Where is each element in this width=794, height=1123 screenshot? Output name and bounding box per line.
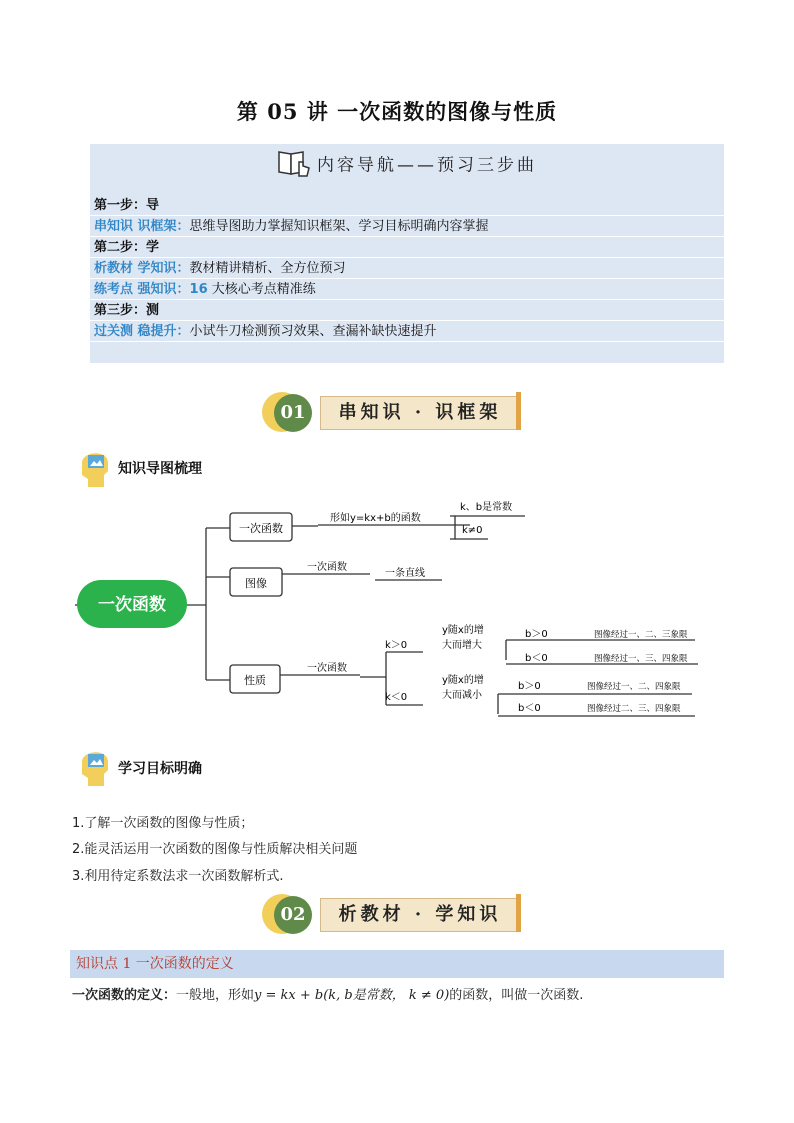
content-navigation-box	[90, 144, 724, 363]
b1-desc: 形如y=kx+b的函数	[330, 513, 421, 524]
nav-item-label: 串知识 识框架：	[94, 219, 190, 234]
decrease-line1: y随x的增	[442, 675, 484, 686]
nav-item-text: 思维导图助力掌握知识框架、学习目标明确内容掌握	[189, 219, 489, 234]
nav-heading	[90, 148, 724, 183]
increase-line1: y随x的增	[442, 625, 484, 636]
page-title: 第 05 讲 一次函数的图像与性质	[236, 99, 558, 124]
mind-map	[70, 495, 730, 725]
branch-label-property: 性质	[244, 674, 266, 687]
nav-line-framework	[90, 217, 724, 237]
badge-number: 02	[274, 896, 312, 934]
b2-line: 一条直线	[385, 568, 425, 579]
k-negative: k＜0	[385, 692, 408, 703]
nav-line-step3	[90, 301, 724, 321]
nav-step-label: 第三步：测	[94, 303, 160, 318]
definition-tail: 的函数，叫做一次函数.	[449, 988, 584, 1003]
nav-line-step1	[90, 196, 724, 216]
badge-bar	[516, 894, 521, 932]
nav-line-practice	[90, 280, 724, 300]
nav-heading-text: 内容导航——预习三步曲	[317, 155, 537, 176]
b2-desc: 一次函数	[307, 562, 347, 573]
nav-item-text: 小试牛刀检测预习效果、查漏补缺快速提升	[189, 324, 437, 339]
quadrant-123: 图像经过一、二、三象限	[594, 630, 688, 640]
root-label: 一次函数	[98, 595, 166, 615]
nav-item-label: 过关测 稳提升：	[94, 324, 190, 339]
increase-line2: 大而增大	[442, 640, 482, 651]
nav-item-label: 析教材 学知识：	[94, 261, 190, 276]
head-icon	[78, 445, 112, 489]
book-hand-icon	[277, 148, 311, 183]
nav-step-label: 第一步：导	[94, 198, 160, 213]
nav-line-test	[90, 322, 724, 342]
knowledge-point-bar	[70, 950, 724, 978]
b3-desc: 一次函数	[307, 663, 347, 674]
definition-lead: 一次函数的定义：	[72, 988, 177, 1003]
section-01-badge	[262, 392, 532, 436]
b-negative-1: b＜0	[525, 653, 548, 664]
badge-bar	[516, 392, 521, 430]
b-positive-1: b＞0	[525, 629, 548, 640]
definition-text: 一般地，形如	[176, 988, 255, 1003]
definition-paragraph	[72, 984, 583, 1003]
nav-step-label: 第二步：学	[94, 240, 160, 255]
head-icon	[78, 744, 112, 788]
nav-item-label: 练考点 强知识：	[94, 282, 190, 297]
b1-nonzero: k≠0	[462, 525, 483, 536]
badge-number: 01	[274, 394, 312, 432]
nav-item-text: 大核心考点精准练	[207, 282, 316, 297]
badge-label: 串知识 · 识框架	[320, 396, 520, 430]
goal-item-1: 1.了解一次函数的图像与性质；	[72, 816, 254, 831]
definition-formula: y = kx + b(k, b是常数， k ≠ 0)	[254, 988, 450, 1003]
branch-label-graph: 图像	[245, 577, 267, 590]
goal-item-2: 2.能灵活运用一次函数的图像与性质解决相关问题	[72, 842, 358, 857]
nav-line-textbook	[90, 259, 724, 279]
b-negative-2: b＜0	[518, 703, 541, 714]
goals-heading: 学习目标明确	[118, 761, 202, 777]
badge-label: 析教材 · 学知识	[320, 898, 520, 932]
knowledge-point-label: 知识点 1 一次函数的定义	[76, 956, 234, 972]
quadrant-134: 图像经过一、三、四象限	[594, 654, 688, 664]
decrease-line2: 大而减小	[442, 690, 482, 701]
nav-line-step2	[90, 238, 724, 258]
goal-item-3: 3.利用待定系数法求一次函数解析式.	[72, 869, 284, 884]
nav-item-text: 教材精讲精析、全方位预习	[189, 261, 346, 276]
quadrant-124: 图像经过一、二、四象限	[587, 682, 681, 692]
mindmap-heading: 知识导图梳理	[118, 461, 202, 477]
k-positive: k＞0	[385, 640, 408, 651]
branch-label-function: 一次函数	[239, 522, 283, 535]
b1-const: k、b是常数	[460, 502, 513, 513]
section-02-badge	[262, 894, 532, 938]
nav-item-count: 16	[189, 282, 208, 297]
b-positive-2: b＞0	[518, 681, 541, 692]
quadrant-234: 图像经过二、三、四象限	[587, 704, 681, 714]
